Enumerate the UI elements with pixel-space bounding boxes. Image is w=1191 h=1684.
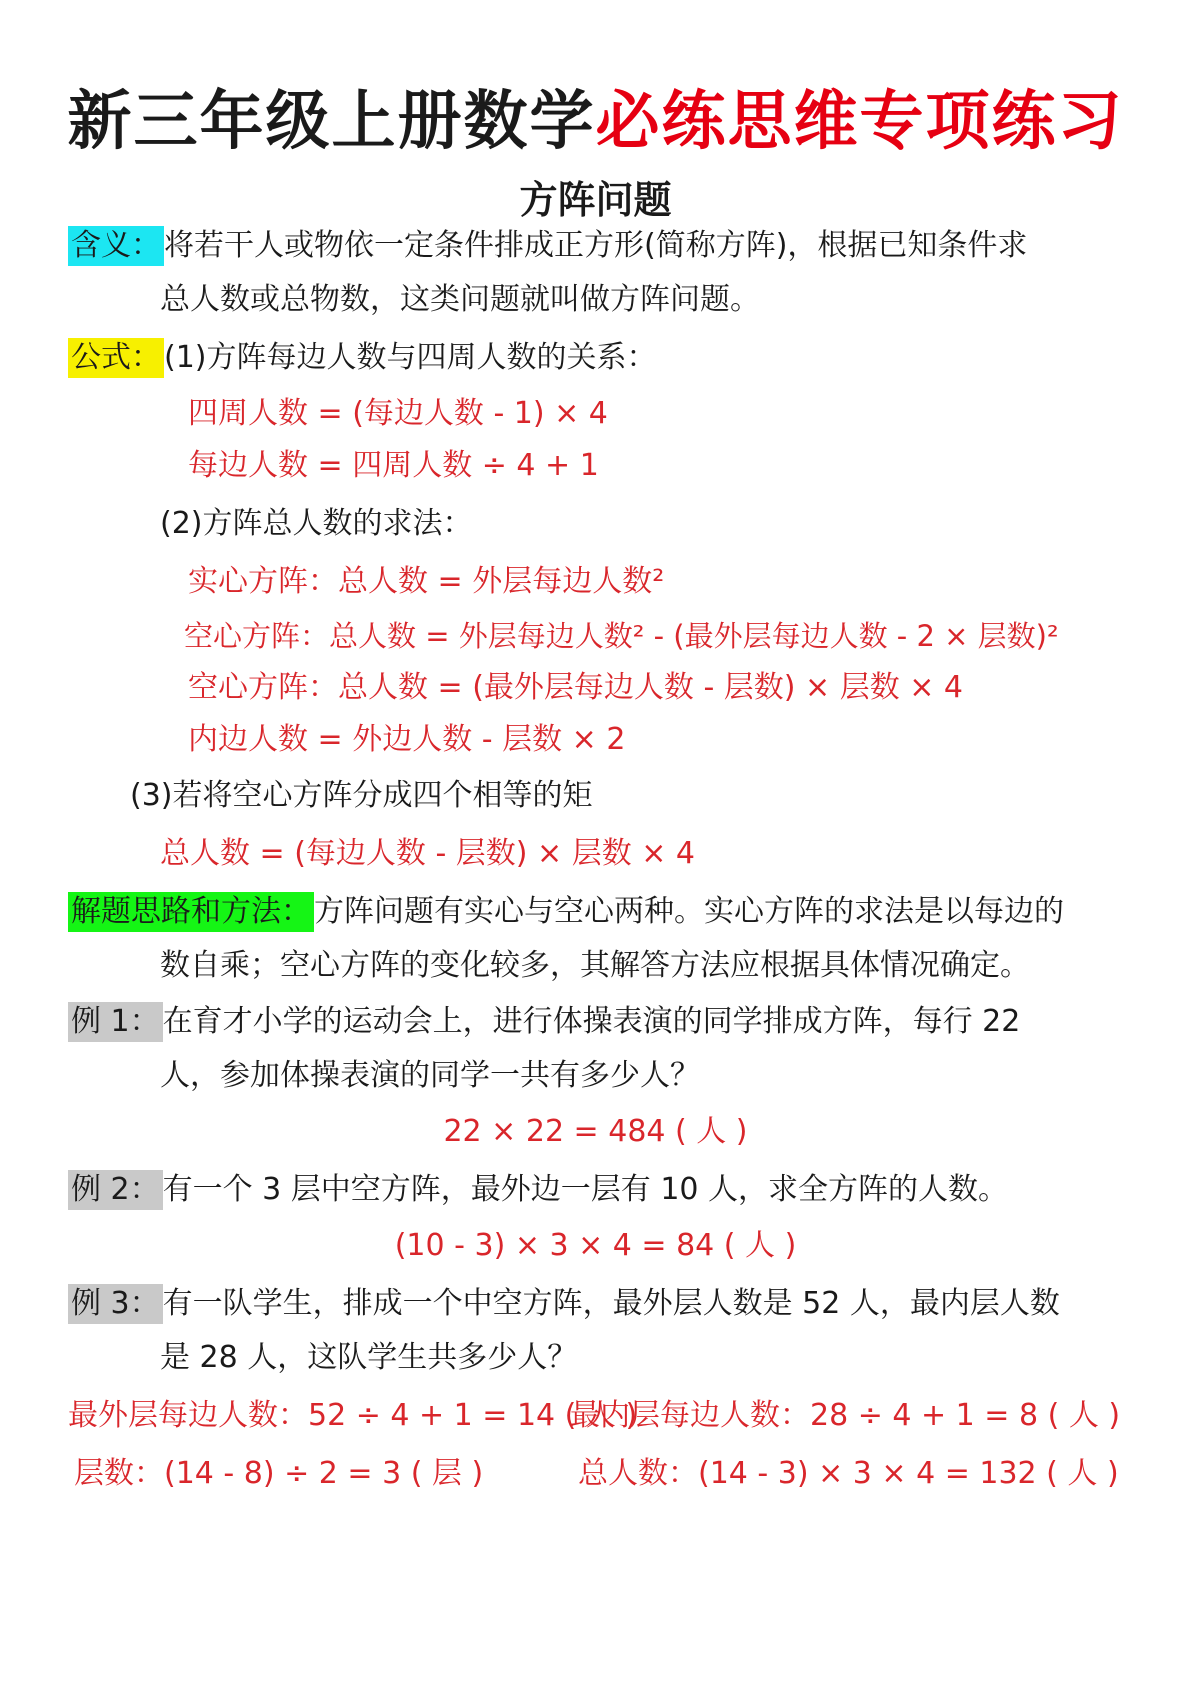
example-3-text-1: 有一队学生，排成一个中空方阵，最外层人数是 52 人，最内层人数 [162, 1286, 1060, 1321]
formula-p1: (1)方阵每边人数与四周人数的关系： [164, 340, 657, 375]
example-2-text-1: 有一个 3 层中空方阵，最外边一层有 10 人，求全方阵的人数。 [162, 1172, 1009, 1207]
example-3-tag: 例 3： [68, 1284, 163, 1324]
example-3-answer-inner: 最内层每边人数：28 ÷ 4 + 1 = 8 ( 人 ) [570, 1398, 1121, 1433]
formula-solid: 实心方阵：总人数 = 外层每边人数² [188, 564, 665, 599]
formula-inner-side: 内边人数 = 外边人数 - 层数 × 2 [188, 722, 626, 757]
page-title [0, 82, 1191, 162]
formula-side: 每边人数 = 四周人数 ÷ 4 + 1 [188, 448, 599, 483]
example-1-line-2: 人，参加体操表演的同学一共有多少人？ [160, 1058, 700, 1093]
example-2-line-1 [68, 1170, 1008, 1210]
example-1-line-1 [68, 1002, 1020, 1042]
definition-text-1: 将若干人或物依一定条件排成正方形(简称方阵)，根据已知条件求 [164, 228, 1028, 263]
method-line-2: 数自乘；空心方阵的变化较多，其解答方法应根据具体情况确定。 [160, 948, 1030, 983]
title-black-part: 新三年级上册数学 [67, 85, 596, 159]
formula-perimeter: 四周人数 = (每边人数 - 1) × 4 [188, 396, 608, 431]
formula-hollow-1: 空心方阵：总人数 = 外层每边人数² - (最外层每边人数 - 2 × 层数)² [184, 619, 1059, 653]
title-red-part: 必练思维专项练习 [595, 85, 1124, 159]
formula-line-1 [68, 338, 657, 378]
formula-rect: 总人数 = (每边人数 - 层数) × 层数 × 4 [160, 836, 696, 871]
page-subtitle: 方阵问题 [519, 178, 672, 222]
method-line-1 [68, 892, 1064, 932]
method-tag: 解题思路和方法： [68, 892, 314, 932]
example-2-answer: (10 - 3) × 3 × 4 = 84 ( 人 ) [394, 1228, 797, 1263]
definition-line-1 [68, 226, 1027, 266]
method-text-1: 方阵问题有实心与空心两种。实心方阵的求法是以每边的 [314, 894, 1064, 929]
example-1-tag: 例 1： [68, 1002, 163, 1042]
formula-hollow-2: 空心方阵：总人数 = (最外层每边人数 - 层数) × 层数 × 4 [188, 670, 964, 705]
example-3-answer-layers: 层数：(14 - 8) ÷ 2 = 3 ( 层 ) [74, 1456, 484, 1491]
example-1-answer: 22 × 22 = 484 ( 人 ) [443, 1114, 748, 1149]
example-3-answer-outer: 最外层每边人数：52 ÷ 4 + 1 = 14 ( 人 ) [68, 1398, 638, 1433]
example-1-text-1: 在育才小学的运动会上，进行体操表演的同学排成方阵，每行 22 [162, 1004, 1021, 1039]
example-3-answer-total: 总人数：(14 - 3) × 3 × 4 = 132 ( 人 ) [578, 1456, 1119, 1491]
formula-p3: (3)若将空心方阵分成四个相等的矩 [130, 778, 593, 813]
definition-line-2: 总人数或总物数，这类问题就叫做方阵问题。 [160, 282, 760, 317]
definition-tag: 含义： [68, 226, 164, 266]
example-3-line-2: 是 28 人，这队学生共多少人？ [160, 1340, 578, 1375]
example-3-line-1 [68, 1284, 1060, 1324]
example-2-tag: 例 2： [68, 1170, 163, 1210]
formula-p2: (2)方阵总人数的求法： [160, 506, 473, 541]
formula-tag: 公式： [68, 338, 164, 378]
